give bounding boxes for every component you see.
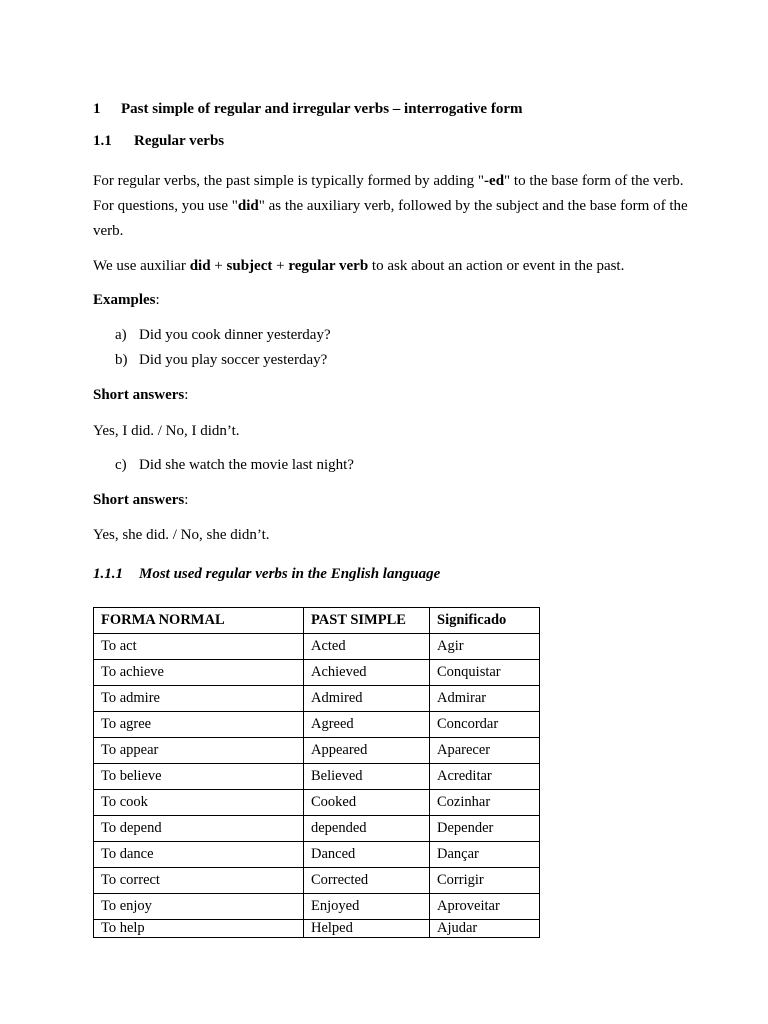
table-row <box>94 764 540 790</box>
table-row <box>94 816 540 842</box>
column-header: Significado <box>430 608 540 634</box>
examples-label <box>93 292 160 309</box>
table-row <box>94 790 540 816</box>
table-cell: To admire <box>94 686 304 712</box>
table-cell: Believed <box>304 764 430 790</box>
table-cell: To depend <box>94 816 304 842</box>
section-title: Past simple of regular and irregular verbs – interrogative form <box>121 101 523 117</box>
table-cell: Helped <box>304 920 430 938</box>
table-cell: Cozinhar <box>430 790 540 816</box>
section-heading <box>93 101 522 118</box>
table-row <box>94 686 540 712</box>
short-answer-text: Yes, she did. / No, she didn’t. <box>93 527 270 543</box>
table-cell: Depender <box>430 816 540 842</box>
table-cell: Appeared <box>304 738 430 764</box>
table-row <box>94 712 540 738</box>
list-item-text: Did you cook dinner yesterday? <box>139 327 331 343</box>
rule-bold-subject: subject <box>226 258 273 274</box>
column-header: FORMA NORMAL <box>94 608 304 634</box>
table-cell: To help <box>94 920 304 938</box>
examples-label-colon: : <box>155 292 160 308</box>
subsubsection-number: 1.1.1 <box>93 566 123 582</box>
short-answers-label <box>93 387 188 404</box>
table-header-row <box>94 608 540 634</box>
rule-bold-did: did <box>189 258 211 274</box>
table-cell: To enjoy <box>94 894 304 920</box>
list-marker: a) <box>115 327 127 343</box>
table-cell: Agir <box>430 634 540 660</box>
table-cell: Ajudar <box>430 920 540 938</box>
intro-text-3: " as the auxiliary verb, followed by the subject and the base form of the verb. <box>93 198 688 239</box>
table-cell: To believe <box>94 764 304 790</box>
list-item <box>115 352 327 369</box>
subsubsection-title: Most used regular verbs in the English language <box>139 566 441 582</box>
table-row <box>94 842 540 868</box>
rule-text-4: to ask about an action or event in the past. <box>368 258 625 274</box>
short-answers-label-colon: : <box>184 387 189 403</box>
list-marker: c) <box>115 457 127 473</box>
table-cell: Danced <box>304 842 430 868</box>
subsubsection-heading <box>93 566 440 583</box>
table-cell: depended <box>304 816 430 842</box>
table-cell: Acreditar <box>430 764 540 790</box>
table-row <box>94 920 540 938</box>
intro-bold-did: did <box>237 198 259 214</box>
section-number: 1 <box>93 101 101 117</box>
table-row <box>94 660 540 686</box>
table-cell: To act <box>94 634 304 660</box>
table-cell: Admired <box>304 686 430 712</box>
table-cell: Cooked <box>304 790 430 816</box>
table-row <box>94 634 540 660</box>
intro-bold-ed: -ed <box>484 173 505 189</box>
short-answers-label-text: Short answers <box>93 492 185 508</box>
list-item <box>115 457 354 474</box>
table-cell: Admirar <box>430 686 540 712</box>
table-cell: To dance <box>94 842 304 868</box>
table-row <box>94 868 540 894</box>
list-item <box>115 327 331 344</box>
table-cell: To cook <box>94 790 304 816</box>
subsection-number: 1.1 <box>93 133 112 149</box>
short-answers-label-text: Short answers <box>93 387 185 403</box>
list-item-text: Did you play soccer yesterday? <box>139 352 328 368</box>
short-answers-label-colon: : <box>184 492 189 508</box>
table-cell: Corrected <box>304 868 430 894</box>
column-header: PAST SIMPLE <box>304 608 430 634</box>
table-cell: Aproveitar <box>430 894 540 920</box>
subsection-title: Regular verbs <box>134 133 225 149</box>
table-cell: Enjoyed <box>304 894 430 920</box>
rule-text-3: + <box>272 258 289 274</box>
rule-paragraph <box>93 254 624 279</box>
table-cell: Acted <box>304 634 430 660</box>
intro-text-2: " to the base form of the verb. For questions, you use " <box>93 173 684 214</box>
table-row <box>94 738 540 764</box>
intro-paragraph <box>93 169 693 244</box>
rule-text-1: We use auxiliar <box>93 258 190 274</box>
table-cell: Achieved <box>304 660 430 686</box>
subsection-heading <box>93 133 224 150</box>
table-cell: Conquistar <box>430 660 540 686</box>
table-cell: To correct <box>94 868 304 894</box>
table-cell: To achieve <box>94 660 304 686</box>
table-cell: Dançar <box>430 842 540 868</box>
examples-label-text: Examples <box>93 292 156 308</box>
verbs-table <box>93 607 540 938</box>
short-answers-label <box>93 492 188 509</box>
list-item-text: Did she watch the movie last night? <box>139 457 354 473</box>
table-cell: To appear <box>94 738 304 764</box>
table-cell: Agreed <box>304 712 430 738</box>
table-row <box>94 894 540 920</box>
list-marker: b) <box>115 352 128 368</box>
rule-bold-regular-verb: regular verb <box>288 258 369 274</box>
rule-text-2: + <box>210 258 227 274</box>
table-cell: To agree <box>94 712 304 738</box>
table-cell: Concordar <box>430 712 540 738</box>
table-cell: Aparecer <box>430 738 540 764</box>
intro-text-1: For regular verbs, the past simple is typically formed by adding " <box>93 173 485 189</box>
table-cell: Corrigir <box>430 868 540 894</box>
short-answer-text: Yes, I did. / No, I didn’t. <box>93 423 240 439</box>
